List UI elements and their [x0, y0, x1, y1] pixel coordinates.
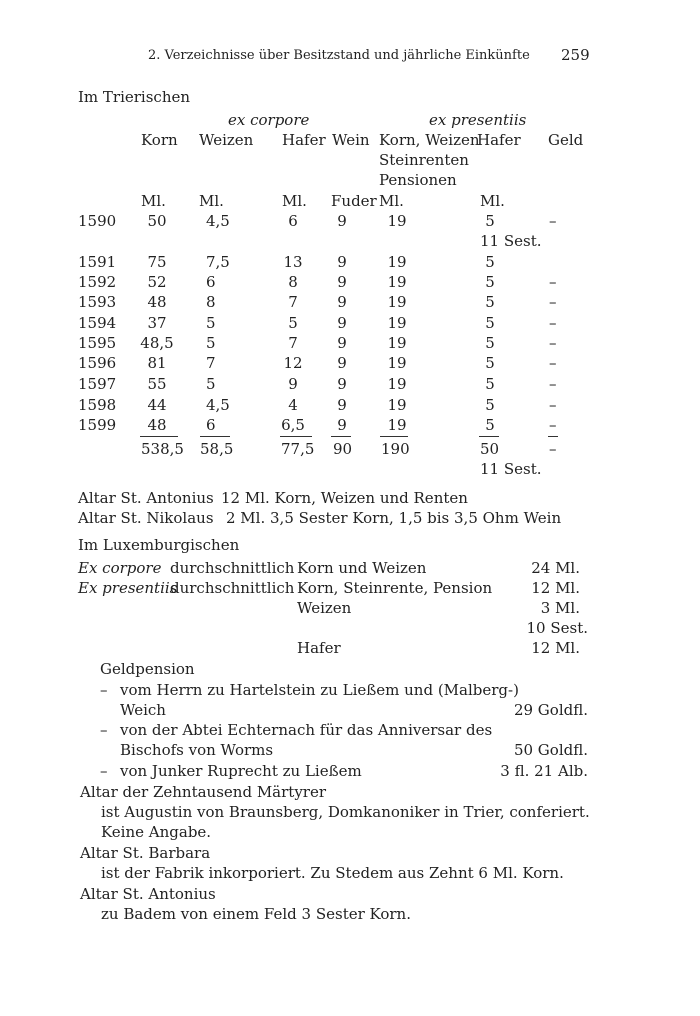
total-geld: –	[549, 440, 557, 458]
row-year: 1592	[78, 273, 117, 291]
cell-hafer-2: 5	[485, 314, 495, 332]
total-korn-weizen: 190	[381, 440, 410, 458]
cell-wein: 9	[337, 273, 347, 291]
row-year: 1595	[78, 334, 117, 352]
geldpension-item-2: von der Abtei Echternach für das Anniversar des	[120, 721, 493, 739]
cell-weizen: 5	[206, 375, 216, 393]
cell-weizen: 6	[206, 416, 216, 434]
altar-antonius-lux-text: zu Badem von einem Feld 3 Sester Korn.	[101, 905, 411, 923]
unit-korn: Ml.	[141, 192, 166, 210]
page-number: 259	[561, 46, 590, 64]
col-header-geld: Geld	[548, 131, 584, 149]
cell-korn-weizen: 19	[387, 293, 407, 311]
cell-wein: 9	[337, 334, 347, 352]
row-year: 1593	[78, 293, 117, 311]
total-weizen: 58,5	[200, 440, 234, 458]
geldpension-amount-2: 50 Goldfl.	[513, 741, 588, 759]
cell-weizen: 5	[206, 334, 216, 352]
cell-korn-weizen: 19	[387, 354, 407, 372]
cell-hafer: 7	[288, 334, 298, 352]
cell-korn: 44	[147, 396, 167, 414]
altar-zehntausend-title: Altar der Zehntausend Märtyrer	[80, 783, 327, 801]
col-header-korn-weizen: Korn, Weizen	[379, 131, 480, 149]
cell-hafer: 6,5	[281, 416, 305, 434]
cell-wein: 9	[337, 396, 347, 414]
section-heading-lux: Im Luxemburgischen	[78, 536, 240, 554]
cell-wein: 9	[337, 375, 347, 393]
sum-rule-korn	[140, 436, 178, 437]
cell-korn-weizen: 19	[387, 212, 407, 230]
cell-wein: 9	[337, 212, 347, 230]
cell-korn-weizen: 19	[387, 314, 407, 332]
lux-amount-1: 24 Ml.	[531, 559, 580, 577]
row-year: 1597	[78, 375, 117, 393]
sum-rule-wein	[331, 436, 351, 437]
cell-geld: –	[549, 416, 557, 434]
cell-korn-weizen: 19	[387, 375, 407, 393]
cell-geld: –	[549, 273, 557, 291]
cell-korn-weizen: 19	[387, 396, 407, 414]
cell-weizen: 8	[206, 293, 216, 311]
cell-korn: 75	[147, 253, 167, 271]
altar-antonius-text: 12 Ml. Korn, Weizen und Renten	[221, 489, 468, 507]
lux-item-2: Korn, Steinrente, Pension	[297, 579, 493, 597]
cell-geld: –	[549, 314, 557, 332]
lux-avg-2: durchschnittlich	[170, 579, 295, 597]
cell-korn: 50	[147, 212, 167, 230]
group-ex-presentiis: ex presentiis	[429, 111, 527, 129]
cell-hafer: 6	[288, 212, 298, 230]
cell-geld: –	[549, 334, 557, 352]
total-korn: 538,5	[141, 440, 184, 458]
cell-weizen: 4,5	[206, 396, 230, 414]
list-dash: –	[100, 721, 108, 739]
geldpension-heading: Geldpension	[100, 660, 195, 678]
cell-hafer: 4	[288, 396, 298, 414]
row-year: 1590	[78, 212, 117, 230]
section-heading-trier: Im Trierischen	[78, 88, 191, 106]
cell-hafer: 7	[288, 293, 298, 311]
geldpension-item-2-cont: Bischofs von Worms	[120, 741, 274, 759]
row-year: 1598	[78, 396, 117, 414]
total-extra: 11 Sest.	[480, 460, 542, 478]
lux-amount-3: 3 Ml.	[540, 599, 580, 617]
total-hafer: 77,5	[281, 440, 315, 458]
cell-hafer-2: 5	[485, 396, 495, 414]
col-header-hafer: Hafer	[282, 131, 326, 149]
row-year: 1591	[78, 253, 117, 271]
cell-hafer-2: 5	[485, 273, 495, 291]
cell-wein: 9	[337, 314, 347, 332]
cell-hafer: 8	[288, 273, 298, 291]
lux-item-1: Korn und Weizen	[297, 559, 427, 577]
total-hafer-2: 50	[480, 440, 500, 458]
cell-korn: 55	[147, 375, 167, 393]
cell-korn: 48,5	[140, 334, 174, 352]
geldpension-amount-1: 29 Goldfl.	[513, 701, 588, 719]
col-header-steinrenten: Steinrenten	[379, 151, 469, 169]
sum-rule-hafer	[280, 436, 312, 437]
lux-amount-2: 12 Ml.	[531, 579, 580, 597]
cell-hafer-2: 5	[485, 354, 495, 372]
cell-korn-weizen: 19	[387, 253, 407, 271]
altar-nikolaus-text: 2 Ml. 3,5 Sester Korn, 1,5 bis 3,5 Ohm Wein	[226, 509, 562, 527]
cell-korn: 37	[147, 314, 167, 332]
cell-korn: 52	[147, 273, 167, 291]
cell-geld: –	[549, 396, 557, 414]
unit-weizen: Ml.	[199, 192, 224, 210]
cell-hafer-2: 5	[485, 293, 495, 311]
cell-geld: –	[549, 212, 557, 230]
cell-hafer-2: 5	[485, 253, 495, 271]
altar-zehntausend-note: Keine Angabe.	[101, 823, 212, 841]
cell-hafer-2: 5	[485, 416, 495, 434]
cell-hafer: 5	[288, 314, 298, 332]
lux-amount-3b: 10 Sest.	[526, 619, 588, 637]
altar-zehntausend-text: ist Augustin von Braunsberg, Domkanoniker in Trier, conferiert.	[101, 803, 590, 821]
col-header-weizen: Weizen	[199, 131, 254, 149]
geldpension-item-1-cont: Weich	[120, 701, 166, 719]
row-year: 1599	[78, 416, 117, 434]
cell-weizen: 7,5	[206, 253, 230, 271]
lux-ex-presentiis-label: Ex presentiis	[78, 579, 178, 597]
unit-wein: Fuder	[331, 192, 377, 210]
cell-weizen: 5	[206, 314, 216, 332]
cell-korn-weizen: 19	[387, 334, 407, 352]
altar-nikolaus-label: Altar St. Nikolaus	[78, 509, 214, 527]
cell-korn: 48	[147, 416, 167, 434]
cell-hafer-2: 5	[485, 375, 495, 393]
cell-korn: 48	[147, 293, 167, 311]
cell-extra: 11 Sest.	[480, 232, 542, 250]
cell-korn: 81	[147, 354, 167, 372]
cell-weizen: 7	[206, 354, 216, 372]
lux-ex-corpore-label: Ex corpore	[78, 559, 162, 577]
cell-hafer: 13	[283, 253, 303, 271]
cell-geld: –	[549, 293, 557, 311]
list-dash: –	[100, 681, 108, 699]
altar-antonius-lux-title: Altar St. Antonius	[80, 885, 216, 903]
sum-rule-korn-weizen	[380, 436, 408, 437]
cell-wein: 9	[337, 293, 347, 311]
lux-item-3: Weizen	[297, 599, 352, 617]
list-dash: –	[100, 762, 108, 780]
altar-antonius-label: Altar St. Antonius	[78, 489, 214, 507]
cell-geld: –	[549, 354, 557, 372]
col-header-hafer-2: Hafer	[477, 131, 521, 149]
geldpension-item-1: vom Herrn zu Hartelstein zu Ließem und (Malberg-)	[120, 681, 519, 699]
group-ex-corpore: ex corpore	[228, 111, 310, 129]
sum-rule-hafer-2	[479, 436, 499, 437]
cell-weizen: 4,5	[206, 212, 230, 230]
cell-hafer: 12	[283, 354, 303, 372]
unit-hafer: Ml.	[282, 192, 307, 210]
cell-hafer: 9	[288, 375, 298, 393]
running-title: 2. Verzeichnisse über Besitzstand und jährliche Einkünfte	[148, 48, 530, 63]
lux-avg-1: durchschnittlich	[170, 559, 295, 577]
cell-korn-weizen: 19	[387, 416, 407, 434]
row-year: 1594	[78, 314, 117, 332]
col-header-korn: Korn	[141, 131, 178, 149]
lux-amount-4: 12 Ml.	[531, 639, 580, 657]
cell-korn-weizen: 19	[387, 273, 407, 291]
cell-wein: 9	[337, 253, 347, 271]
unit-korn-weizen: Ml.	[379, 192, 404, 210]
altar-barbara-title: Altar St. Barbara	[80, 844, 211, 862]
sum-rule-weizen	[200, 436, 230, 437]
sum-rule-geld	[548, 436, 558, 437]
cell-wein: 9	[337, 416, 347, 434]
cell-weizen: 6	[206, 273, 216, 291]
row-year: 1596	[78, 354, 117, 372]
altar-barbara-text: ist der Fabrik inkorporiert. Zu Stedem aus Zehnt 6 Ml. Korn.	[101, 864, 564, 882]
total-wein: 90	[333, 440, 353, 458]
lux-item-4: Hafer	[297, 639, 341, 657]
geldpension-amount-3: 3 fl. 21 Alb.	[500, 762, 588, 780]
unit-hafer-2: Ml.	[480, 192, 505, 210]
cell-geld: –	[549, 375, 557, 393]
geldpension-item-3: von Junker Ruprecht zu Ließem	[120, 762, 362, 780]
col-header-wein: Wein	[332, 131, 370, 149]
cell-hafer-2: 5	[485, 334, 495, 352]
cell-wein: 9	[337, 354, 347, 372]
cell-hafer-2: 5	[485, 212, 495, 230]
col-header-pensionen: Pensionen	[379, 171, 457, 189]
